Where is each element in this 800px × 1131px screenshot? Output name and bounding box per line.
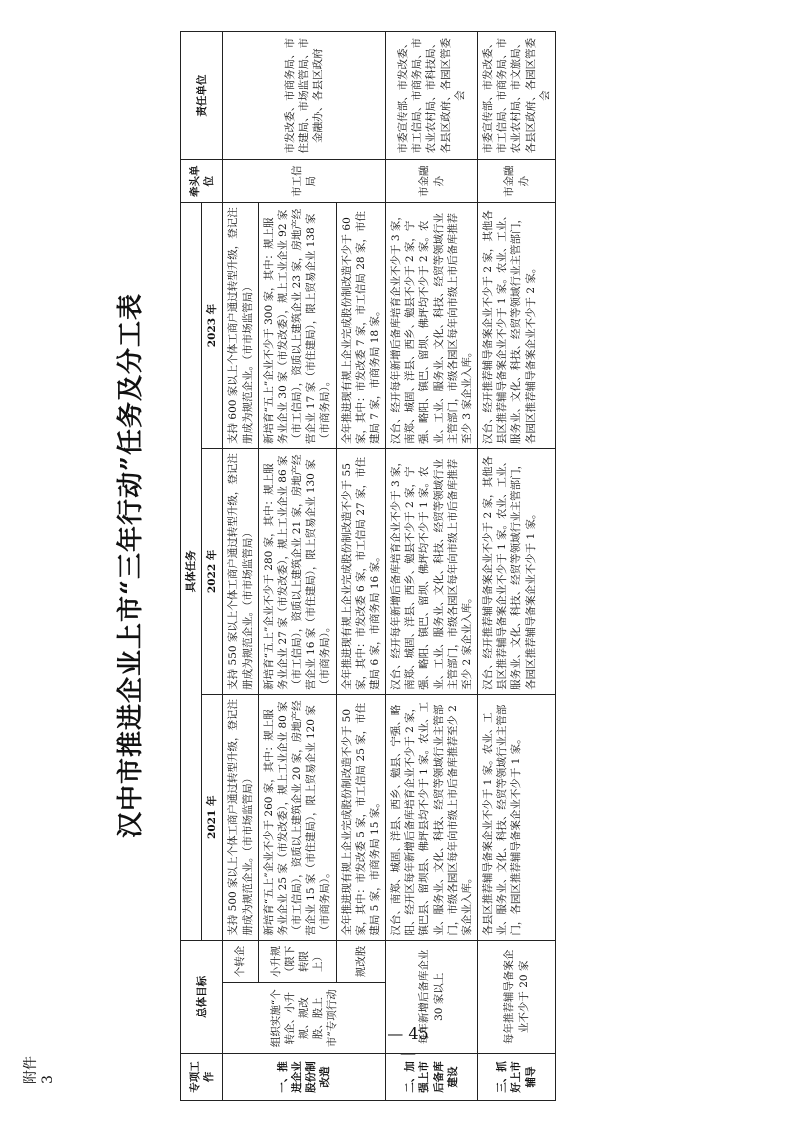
page-number: — 45 — — [387, 1024, 429, 1062]
lead-unit: 市金融办 — [386, 160, 478, 203]
task-table — [180, 31, 556, 1101]
section-3-name: 三、抓好上市辅导 — [478, 1053, 556, 1100]
page-title: 汉中市推进企业上市“三年行动”任务及分工表 — [116, 293, 146, 838]
task-2021: 全年推进现有规上企业完成股份制改造不少于 50 家，其中：市发改委 5 家，市工信局 25 家，市住建局 5 家，市商务局 15 家。 — [336, 694, 386, 940]
header-2022: 2022 年 — [202, 448, 223, 694]
lead-unit: 市工信局 — [223, 160, 386, 203]
task-2023: 支持 600 家以上个体工商户通过转型升级，登记注册成为规范企业。（市市场监管局） — [223, 203, 258, 449]
table-row — [478, 32, 556, 1101]
responsible-units: 市发改委、市商务局、市住建局、市场监管局、市金融办、各县区政府 — [223, 32, 386, 160]
task-2023: 全年推进现有规上企业完成股份制改造不少于 60 家，其中：市发改委 7 家，市工信局 28 家，市住建局 7 家，市商务局 18 家。 — [336, 203, 386, 449]
lead-unit: 市金融办 — [478, 160, 556, 203]
header-goal: 总体目标 — [181, 940, 223, 1053]
task-2022: 汉台、经开每年新增后备库培育企业不少于 3 家，南郑、城固、洋县、西乡、勉县不少于 2 家，宁强、略阳、镇巴、留坝、佛坪均不少于 1 家。农业、工业、服务业、文化、科技、经贸等领域行业主管部门，市级各园区每年向市级上市后备库推荐至少 2 家企业入库。 — [386, 448, 478, 694]
sub-item-label: 规改股 — [336, 940, 386, 983]
table-row — [386, 32, 478, 1101]
header-row-1 — [181, 32, 202, 1101]
task-2023: 汉台、经开推荐辅导备案企业不少于 2 家，其他各县区推荐辅导备案企业不少于 1 家。农业、工业、服务业、文化、科技、经贸等领域行业主管部门，各园区推荐辅导备案企业不少于 2 家。 — [478, 203, 556, 449]
header-2021: 2021 年 — [202, 694, 223, 940]
sub-item-label: 个转企 — [223, 940, 258, 983]
section-1-goal: 组织实施“个转企、小升规、规改股、股上市”专项行动 — [223, 983, 386, 1054]
responsible-units: 市委宣传部、市发改委、市工信局、市商务局、市农业农村局、市文旅局、各县区政府、各园区管委会 — [478, 32, 556, 160]
task-2021: 支持 500 家以上个体工商户通过转型升级，登记注册成为规范企业。（市市场监管局） — [223, 694, 258, 940]
header-resp: 责任单位 — [181, 32, 223, 160]
task-2022: 新培育“五上”企业不少于 280 家，其中：规上服务业企业 27 家（市发改委），规上工业企业 86 家（市工信局），资质以上建筑企业 21 家，房地产经营企业 16 家（市住建局），限上贸易企业 130 家（市商务局）。 — [258, 448, 336, 694]
table-row — [223, 32, 258, 1101]
task-2021: 各县区推荐辅导备案企业不少于 1 家。农业、工业、服务业、文化、科技、经贸等领域行业主管部门，各园区推荐辅导备案企业不少于 1 家。 — [478, 694, 556, 940]
responsible-units: 市委宣传部、市发改委、市工信局、市商务局、市农业农村局、市科技局、各县区政府、各园区管委会 — [386, 32, 478, 160]
task-2021: 汉台、南郑、城固、洋县、西乡、勉县、宁强、略阳、经开区每年新增后备库培育企业不少于 2 家，镇巴县、留坝县、佛坪县均不少于 1 家。农业、工业、服务业、文化、科技、经贸等领域行业主管部门，市级各园区每年向市级上市后备库推荐至少 2 家企业入库。 — [386, 694, 478, 940]
section-2-name: 二、加强上市后备库建设 — [386, 1053, 478, 1100]
section-2-goal: 每年新增后备库企业 30 家以上 — [386, 940, 478, 1053]
task-2022: 全年推进现有规上企业完成股份制改造不少于 55 家，其中：市发改委 6 家，市工信局 27 家，市住建局 6 家，市商务局 16 家。 — [336, 448, 386, 694]
task-2023: 汉台、经开每年新增后备库培育企业不少于 3 家，南郑、城固、洋县、西乡、勉县不少于 2 家，宁强、略阳、镇巴、留坝、佛坪均不少于 2 家。农业、工业、服务业、文化、科技、经贸等领域行业主管部门，市级各园区每年向市级上市后备库推荐至少 3 家企业入库。 — [386, 203, 478, 449]
section-3-goal: 每年推荐辅导备案企业不少于 20 家 — [478, 940, 556, 1053]
header-2023: 2023 年 — [202, 203, 223, 449]
header-lead: 牵头单位 — [181, 160, 223, 203]
task-2022: 支持 550 家以上个体工商户通过转型升级，登记注册成为规范企业。（市市场监管局） — [223, 448, 258, 694]
header-project: 专项工作 — [181, 1053, 223, 1100]
section-1-name: 一、推进企业股份制改造 — [223, 1053, 386, 1100]
task-2021: 新培育“五上”企业不少于 260 家，其中：规上服务业企业 25 家（市发改委），规上工业企业 80 家（市工信局），资质以上建筑企业 20 家，房地产经营企业 15 家（市住建局），限上贸易企业 120 家（市商务局）。 — [258, 694, 336, 940]
task-2023: 新培育“五上”企业不少于 300 家，其中：规上服务业企业 30 家（市发改委），规上工业企业 92 家（市工信局），资质以上建筑企业 23 家，房地产经营企业 17 家（市住建局），限上贸易企业 138 家（市商务局）。 — [258, 203, 336, 449]
task-2022: 汉台、经开推荐辅导备案企业不少于 2 家，其他各县区推荐辅导备案企业不少于 1 家。农业、工业、服务业、文化、科技、经贸等领域行业主管部门，各园区推荐辅导备案企业不少于 1 家。 — [478, 448, 556, 694]
header-tasks: 具体任务 — [181, 203, 202, 941]
attachment-label: 附件 3 — [23, 1056, 56, 1084]
sub-item-label: 小升规（限下转限上） — [258, 940, 336, 983]
